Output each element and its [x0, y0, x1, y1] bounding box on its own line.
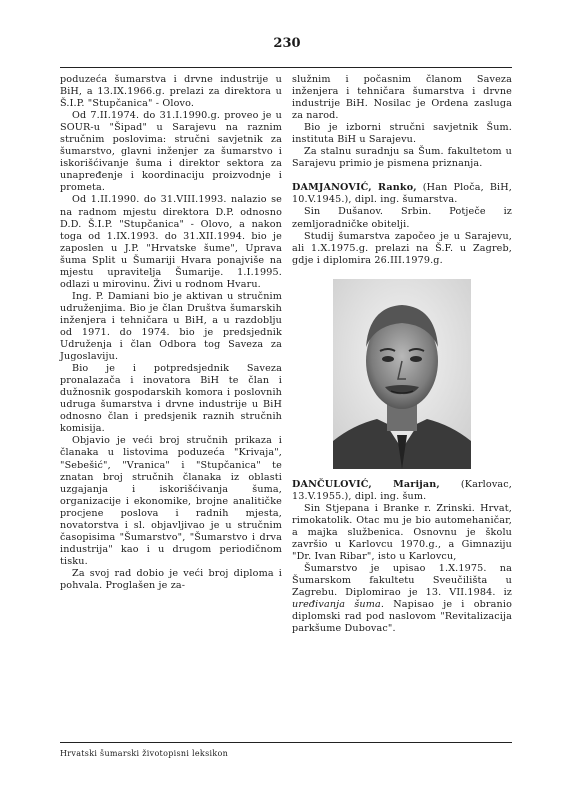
paragraph: Sin Dušanov. Srbin. Potječe iz zemljoradničke obitelji.	[292, 206, 512, 230]
entry-name: DANČULOVIĆ, Marijan,	[292, 478, 440, 490]
paragraph: Od 1.II.1990. do 31.VIII.1993. nalazio se na radnom mjestu direktora D.P. odnosno D.D. Š.I.P. "Stupčanica" - Olovo, a nakon toga od 1.IX.1993. do 31.XII.1994. bio je zaposlen u J.P. "Hrvatske šume", Uprava šuma Split u Šumariji Hvara ponajviše na mjestu upravitelja Šumarije. 1.I.1995. odlazi u mirovinu. Živi u rodnom Hvaru.	[60, 194, 282, 290]
paragraph: Bio je izborni stručni savjetnik Šum. instituta BiH u Sarajevu.	[292, 122, 512, 146]
paragraph: Za stalnu suradnju sa Šum. fakultetom u Sarajevu primio je pismena priznanja.	[292, 146, 512, 170]
right-column	[292, 74, 512, 635]
entry-details: (Karlovac, 13.V.1955.), dipl. ing. šum.	[292, 478, 512, 502]
italic-phrase: uređivanja šuma.	[292, 599, 385, 611]
paragraph: Bio je i potpredsjednik Saveza pronalazača i inovatora BiH te član i dužnosnik gospodarskih komora i poslovnih udruga šumarstva i drvne industrije u BiH odnosno član i predsjenik raznih stručnih komisija.	[60, 363, 282, 435]
footer-title: Hrvatski šumarski životopisni leksikon	[60, 749, 229, 758]
entry-heading-damjanovic	[292, 182, 512, 206]
paragraph: poduzeća šumarstva i drvne industrije u BiH, a 13.IX.1966.g. prelazi za direktora u Š.I.P. "Stupčanica" - Olovo.	[60, 74, 282, 110]
portrait-photo	[333, 279, 471, 469]
paragraph: služnim i počasnim članom Saveza inženjera i tehničara šumarstva i drvne industrije BiH. Nosilac je Ordena zasluga za narod.	[292, 74, 512, 122]
paragraph: Ing. P. Damiani bio je aktivan u stručnim udruženjima. Bio je član Društva šumarskih inženjera i tehničara u BiH, a u razdoblju od 1971. do 1974. bio je predsjednik Udruženja i član Odbora tog Saveza za Jugoslaviju.	[60, 290, 282, 363]
paragraph-text: Šumarstvo je upisao 1.X.1975. na Šumarskom fakultetu Sveučilišta u Zagrebu. Diplomirao je 13. VII.1984. iz	[292, 563, 512, 599]
paragraph-text: Napisao je i obranio diplomski rad pod naslovom "Revitalizacija parkšume Dubovac".	[292, 599, 512, 635]
entry-name: DAMJANOVIĆ, Ranko,	[292, 182, 417, 194]
paragraph	[292, 563, 512, 635]
entry-heading-danculovic	[292, 479, 512, 503]
footer-rule	[60, 742, 512, 743]
entry-details: (Han Ploča, BiH, 10.V.1945.), dipl. ing. šumarstva.	[292, 182, 512, 206]
left-column	[60, 74, 282, 592]
page-number: 230	[273, 36, 301, 51]
paragraph: Objavio je veći broj stručnih prikaza i članaka u listovima poduzeća "Krivaja", "Sebešić", "Vranica" i "Stupčanica" te znatan broj stručnih članaka iz oblasti uzgajanja i iskorišćivanja šuma, organizacije i ekonomike, brojne analitičke procjene poslova i radnih mjesta, novatorstva i sl. objavljivao je u stručnim časopisima "Šumarstvo", "Šumarstvo i drva industrija" kao i u drugom periodičnom tisku.	[60, 435, 282, 567]
header-rule	[60, 67, 512, 68]
paragraph: Sin Stjepana i Branke r. Zrinski. Hrvat, rimokatolik. Otac mu je bio automehaničar, a majka službenica. Osnovnu je školu završio u Karlovcu 1970.g., a Gimnaziju "Dr. Ivan Ribar", isto u Karlovcu,	[292, 502, 512, 562]
paragraph: Za svoj rad dobio je veći broj diploma i pohvala. Proglašen je za-	[60, 567, 282, 591]
paragraph: Studij šumarstva započeo je u Sarajevu, ali 1.X.1975.g. prelazi na Š.F. u Zagreb, gdje i diplomira 26.III.1979.g.	[292, 230, 512, 266]
paragraph: Od 7.II.1974. do 31.I.1990.g. proveo je u SOUR-u "Šipad" u Sarajevu na raznim stručnim poslovima: stručni savjetnik za šumarstvo, glavni inženjer za šumarstvo i iskorišćivanje šuma i direktor sektora za unapređenje i koordinaciju proizvodnje i prometa.	[60, 110, 282, 194]
